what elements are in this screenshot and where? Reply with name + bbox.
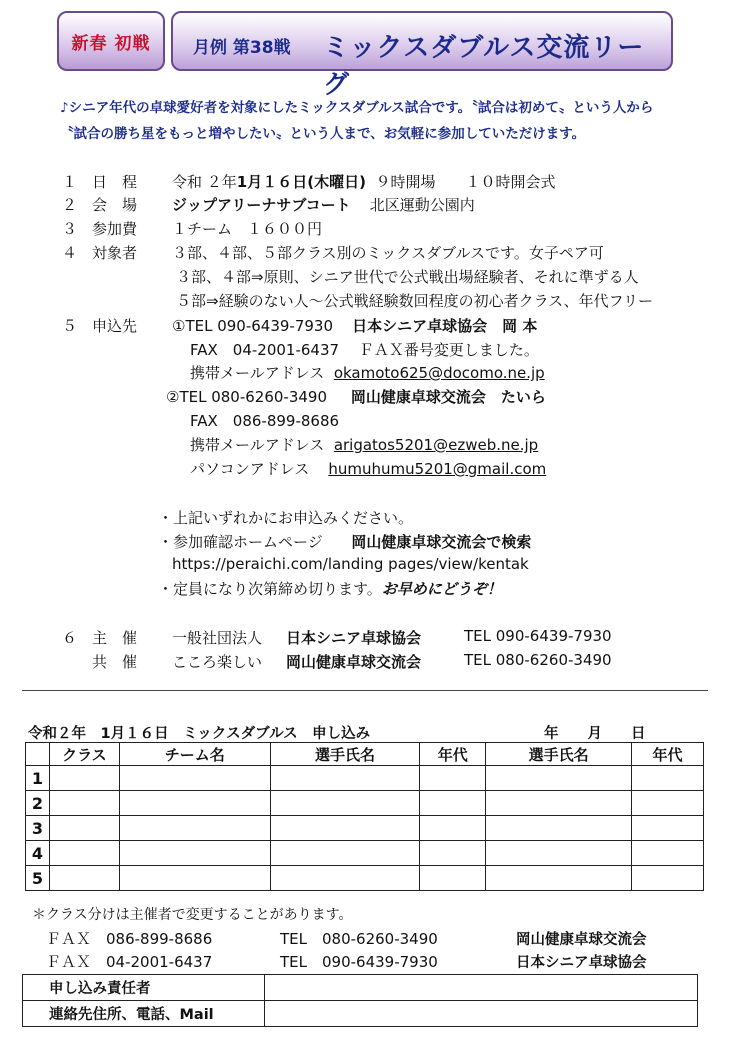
event-badge (57, 11, 165, 71)
table-row (26, 866, 704, 891)
responsible-table (22, 974, 698, 1027)
contact2-tel: ②TEL 080-6260-3490 (166, 388, 328, 406)
section-divider (22, 690, 708, 691)
fee-label: 参加費 (92, 220, 138, 238)
contact1-fax: FAX 04-2001-6437 ＦＡＸ番号変更しました。 (190, 341, 539, 359)
team-name-cell[interactable] (119, 816, 270, 841)
venue-row (172, 194, 475, 215)
class-cell[interactable] (49, 791, 119, 816)
event-subtitle: 月例 第38戦 (193, 38, 291, 58)
cohost-type: こころ楽しい (172, 653, 263, 671)
contact-input[interactable] (264, 1001, 697, 1027)
form-title: 令和２年 1月１６日 ミックスダブルス 申し込み (28, 726, 371, 742)
table-row (26, 791, 704, 816)
note-homepage-row (158, 531, 531, 552)
age-cell[interactable] (632, 766, 704, 791)
player-name-cell[interactable] (270, 866, 420, 891)
table-row (23, 975, 698, 1001)
row-number: 3 (26, 816, 50, 841)
contact1-mobile-label: 携帯メールアドレス (190, 364, 325, 382)
age-cell[interactable] (632, 866, 704, 891)
item-number: ６ (62, 629, 78, 647)
column-header: 年代 (632, 743, 704, 766)
note-homepage-search: 岡山健康卓球交流会で検索 (351, 533, 532, 551)
item-number: ２ (62, 196, 78, 214)
date-row (172, 171, 556, 192)
target-line-1: ３部、４部、５部クラス別のミックスダブルスです。女子ペア可 (172, 244, 604, 262)
contact1-tel: ①TEL 090-6439-7930 (172, 317, 334, 335)
contact1-org: 日本シニア卓球協会 岡 本 (352, 317, 538, 335)
age-cell[interactable] (420, 841, 486, 866)
table-header-row (26, 743, 704, 766)
host-type: 一般社団法人 (172, 629, 263, 647)
player-name-cell[interactable] (270, 841, 420, 866)
column-header (26, 743, 50, 766)
column-header: チーム名 (119, 743, 270, 766)
table-row (26, 816, 704, 841)
host-name: 日本シニア卓球協会 (286, 629, 422, 647)
team-name-cell[interactable] (119, 766, 270, 791)
class-cell[interactable] (49, 841, 119, 866)
fee-value: １チーム １６００円 (172, 220, 323, 238)
table-row (23, 1001, 698, 1027)
age-cell[interactable] (632, 816, 704, 841)
row-number: 2 (26, 791, 50, 816)
org-okayama: 岡山健康卓球交流会 (516, 932, 647, 948)
responsible-label: 申し込み責任者 (23, 975, 265, 1001)
intro-line-2: 〝試合の勝ち星をもっと増やしたい〟という人まで、お気軽に参加していただけます。 (60, 126, 586, 142)
event-title: ミックスダブルス交流リーグ (323, 33, 645, 100)
item-number: ５ (62, 317, 78, 335)
form-date-fields[interactable]: 年 月 日 (544, 726, 646, 742)
player-name-cell[interactable] (486, 866, 632, 891)
player-name-cell[interactable] (486, 766, 632, 791)
player-name-cell[interactable] (486, 791, 632, 816)
date-era: 令和 ２年 (172, 173, 237, 191)
note-homepage-label: ・参加確認ホームページ (158, 533, 323, 551)
cohost-name: 岡山健康卓球交流会 (286, 653, 422, 671)
tel-senior: TEL 090-6439-7930 (280, 953, 438, 971)
contact2-pc-email[interactable]: humuhumu5201@gmail.com (328, 460, 547, 478)
event-badge-text: 新春 初戦 (71, 33, 151, 54)
contact1-row (172, 315, 537, 336)
class-cell[interactable] (49, 816, 119, 841)
intro-line-1: ♪シニア年代の卓球愛好者を対象にしたミックスダブルス試合です。〝試合は初めて〟という人から (60, 100, 654, 116)
team-name-cell[interactable] (119, 866, 270, 891)
age-cell[interactable] (632, 791, 704, 816)
venue-label: 会 場 (92, 196, 138, 214)
cohost-tel: TEL 080-6260-3490 (464, 651, 612, 669)
tel-okayama: TEL 080-6260-3490 (280, 930, 438, 948)
host-tel: TEL 090-6439-7930 (464, 627, 612, 645)
player-name-cell[interactable] (486, 816, 632, 841)
class-cell[interactable] (49, 866, 119, 891)
item-number: ３ (62, 220, 78, 238)
org-senior: 日本シニア卓球協会 (516, 955, 647, 971)
column-header: 選手氏名 (270, 743, 420, 766)
target-line-2: ３部、４部⇒原則、シニア世代で公式戦出場経験者、それに準ずる人 (176, 268, 639, 286)
fax-senior: ＦＡＸ 04-2001-6437 (46, 953, 213, 971)
player-name-cell[interactable] (270, 791, 420, 816)
note-deadline-row (158, 578, 502, 599)
row-number: 4 (26, 841, 50, 866)
application-table (25, 742, 704, 891)
item-number: １ (62, 173, 78, 191)
table-row (26, 841, 704, 866)
contact2-fax: FAX 086-899-8686 (190, 412, 340, 430)
contact2-mobile-email[interactable]: arigatos5201@ezweb.ne.jp (333, 436, 539, 454)
contact2-mobile-label: 携帯メールアドレス (190, 436, 325, 454)
row-number: 1 (26, 766, 50, 791)
target-label: 対象者 (92, 244, 138, 262)
class-cell[interactable] (49, 766, 119, 791)
cohost-label: 共 催 (92, 653, 138, 671)
target-line-3: ５部⇒経験のない人～公式戦経験数回程度の初心者クラス、年代フリー (176, 292, 653, 310)
contact2-row (166, 386, 546, 407)
age-cell[interactable] (420, 766, 486, 791)
contact2-org: 岡山健康卓球交流会 たいら (350, 388, 546, 406)
fax-okayama: ＦＡＸ 086-899-8686 (46, 930, 213, 948)
title-banner (171, 11, 673, 100)
column-header: 年代 (420, 743, 486, 766)
team-name-cell[interactable] (119, 841, 270, 866)
note-deadline: ・定員になり次第締め切ります。 (158, 580, 382, 598)
contact-label: 連絡先住所、電話、Mail (23, 1001, 265, 1027)
column-header: 選手氏名 (486, 743, 632, 766)
age-cell[interactable] (420, 866, 486, 891)
note-apply: ・上記いずれかにお申込みください。 (158, 509, 414, 527)
item-number: ４ (62, 244, 78, 262)
age-cell[interactable] (420, 791, 486, 816)
host-label: 主 催 (92, 629, 138, 647)
table-row (26, 766, 704, 791)
player-name-cell[interactable] (270, 766, 420, 791)
date-times: ９時開場 １０時開会式 (375, 173, 556, 191)
venue-location: 北区運動公園内 (369, 196, 475, 214)
column-header: クラス (49, 743, 119, 766)
player-name-cell[interactable] (486, 841, 632, 866)
row-number: 5 (26, 866, 50, 891)
responsible-input[interactable] (264, 975, 697, 1001)
contact2-pc-row (190, 458, 546, 479)
contact1-mobile-row (190, 362, 545, 383)
note-hurry: お早めにどうぞ！ (381, 580, 502, 598)
contact2-mobile-row (190, 434, 538, 455)
date-value: 1月１６日(木曜日) (236, 173, 366, 191)
contact1-mobile-email[interactable]: okamoto625@docomo.ne.jp (333, 364, 545, 382)
date-label: 日 程 (92, 173, 138, 191)
age-cell[interactable] (632, 841, 704, 866)
team-name-cell[interactable] (119, 791, 270, 816)
venue-name: ジップアリーナサブコート (172, 196, 351, 214)
player-name-cell[interactable] (270, 816, 420, 841)
apply-label: 申込先 (92, 317, 138, 335)
note-homepage-url[interactable]: https://peraichi.com/landing pages/view/kentak (172, 555, 529, 573)
class-note: ＊クラス分けは主催者で変更することがあります。 (32, 907, 353, 923)
contact2-pc-label: パソコンアドレス (190, 460, 310, 478)
age-cell[interactable] (420, 816, 486, 841)
